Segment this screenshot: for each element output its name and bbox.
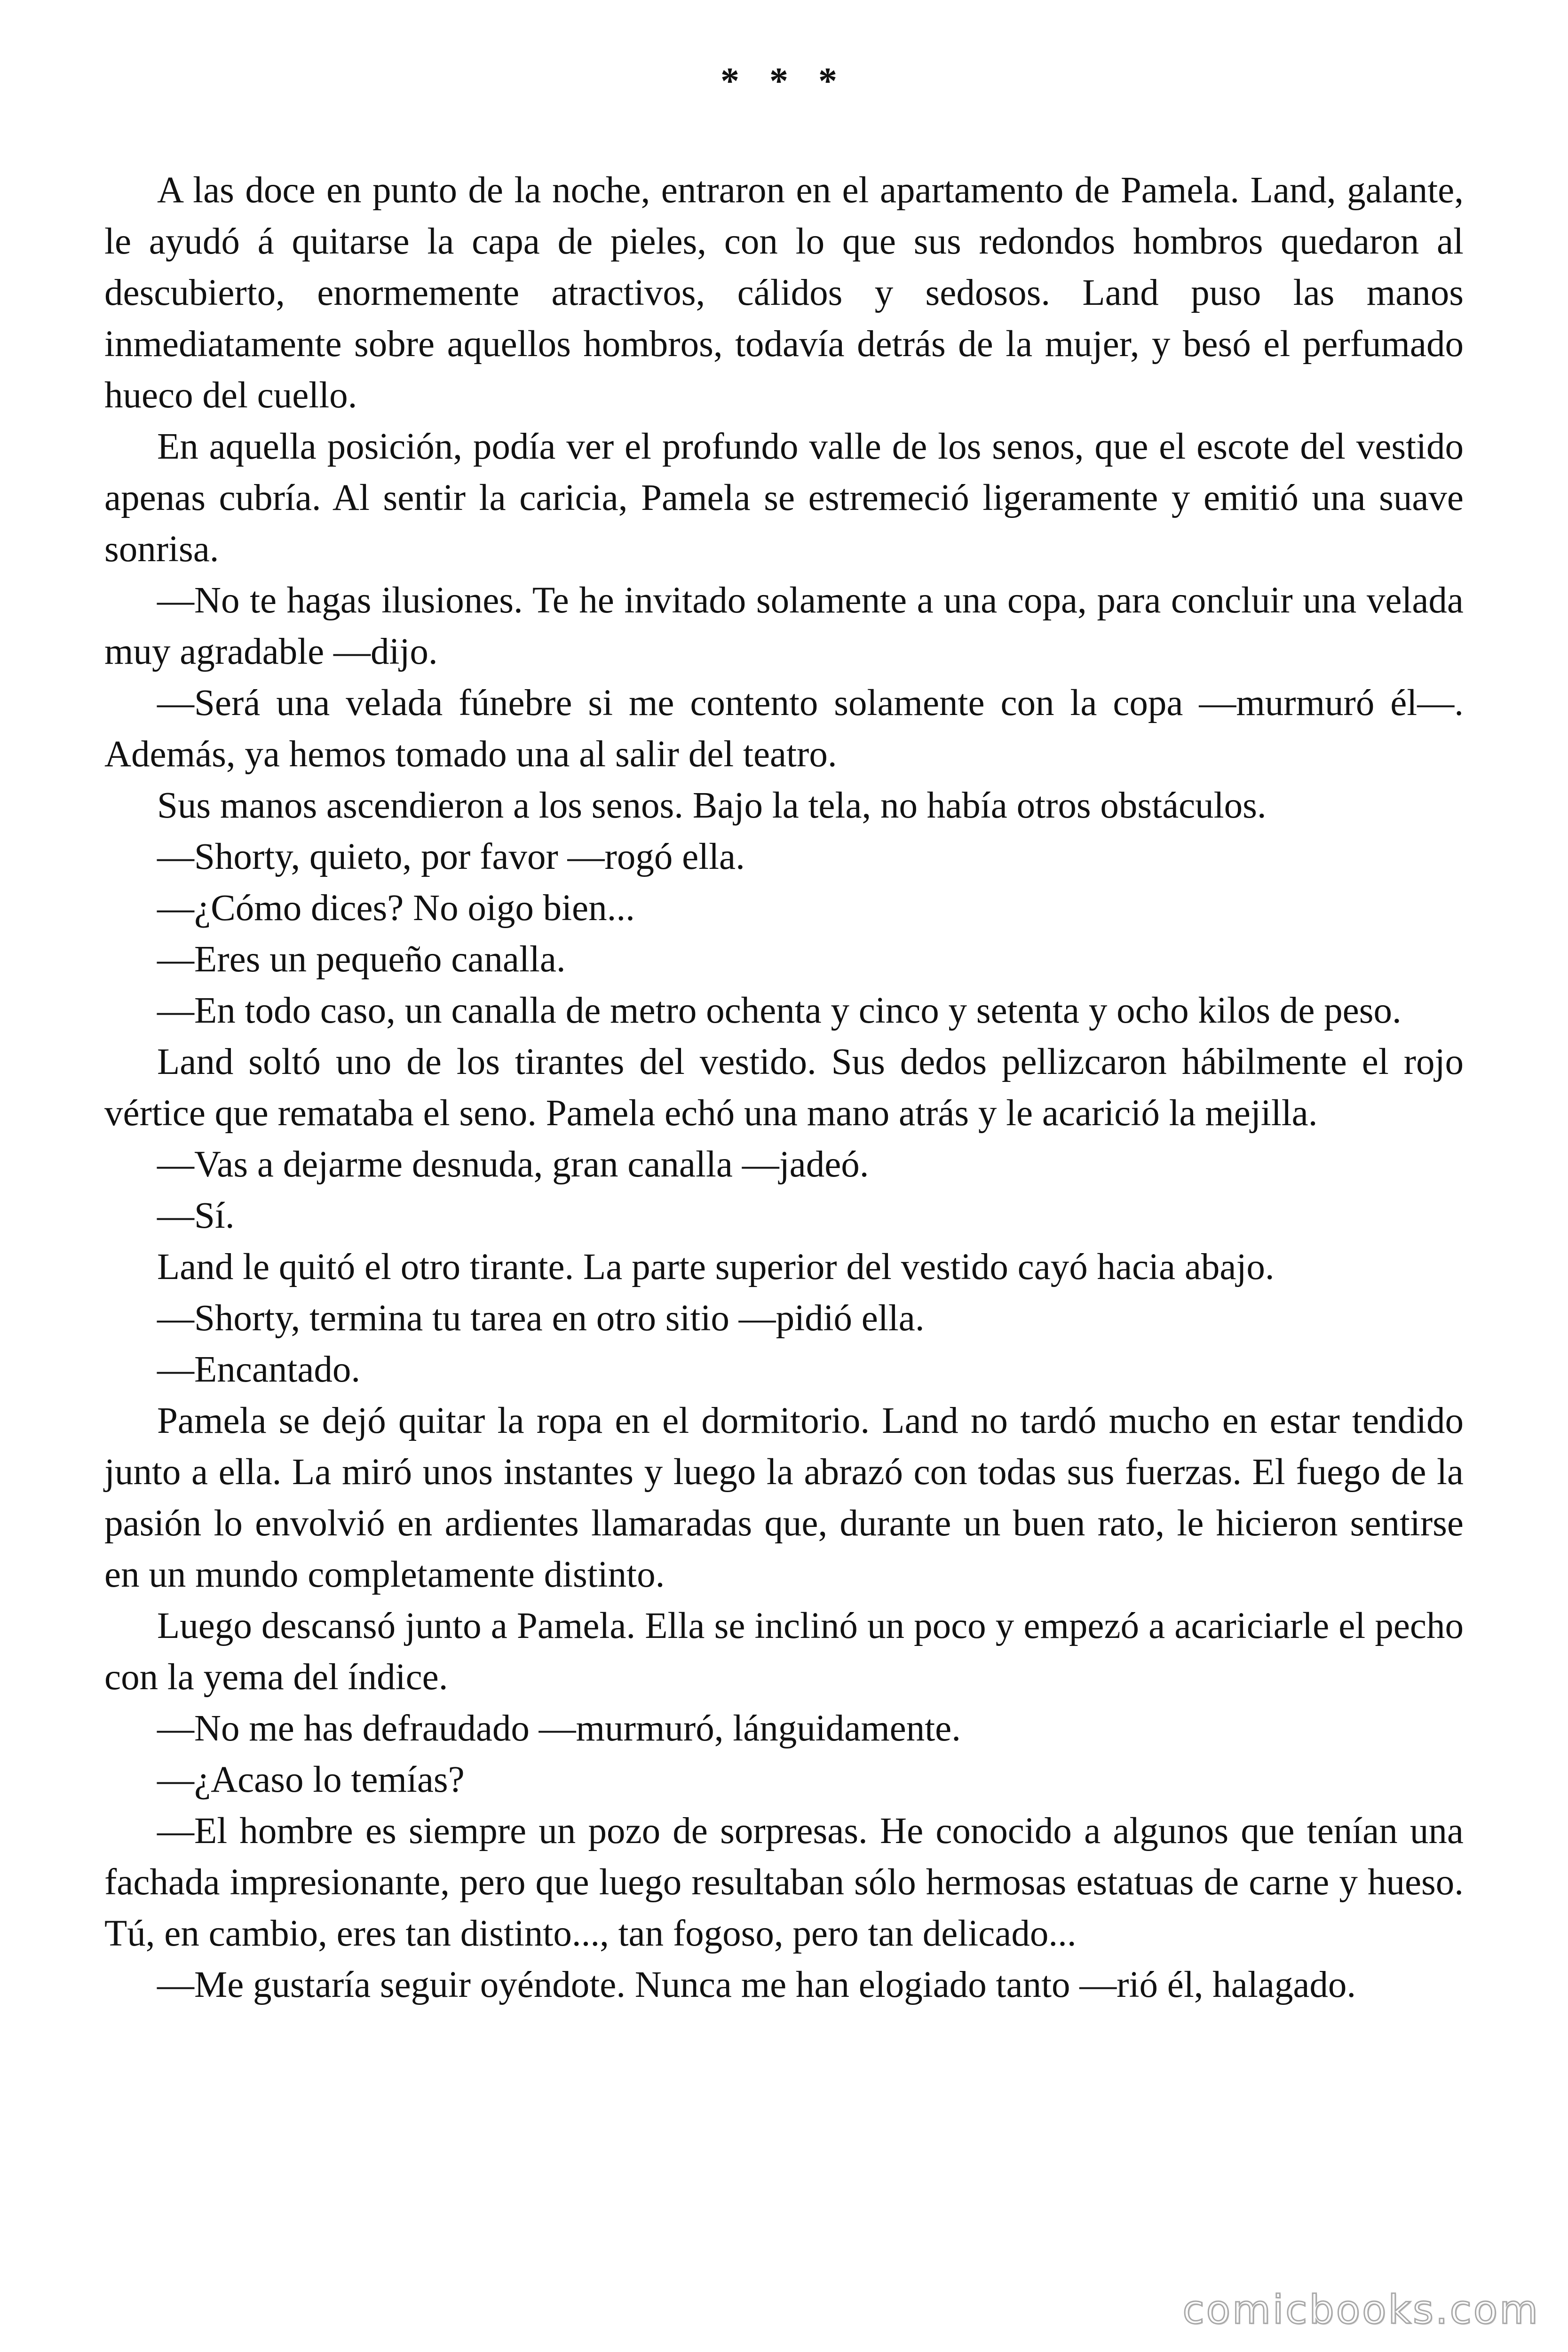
paragraph: —Será una velada fúnebre si me contento solamente con la copa —murmuró él—. Además, ya hemos tomado una al salir del teatro. [104,683,1464,775]
paragraph: —El hombre es siempre un pozo de sorpresas. He conocido a algunos que tenían una fachada impresionante, pero que luego resultaban sólo hermosas estatuas de carne y hueso. Tú, en cambio, eres tan distinto..., tan fogoso, pero tan delicado... [104,1811,1464,1954]
paragraph: Land soltó uno de los tirantes del vestido. Sus dedos pellizcaron hábilmente el rojo vértice que remataba el seno. Pamela echó una mano atrás y le acarició la mejilla. [104,1041,1464,1134]
paragraph: —Vas a dejarme desnuda, gran canalla —jadeó. [157,1144,869,1185]
paragraph: Luego descansó junto a Pamela. Ella se inclinó un poco y empezó a acariciarle el pecho con la yema del índice. [104,1605,1464,1698]
paragraph: —En todo caso, un canalla de metro ochenta y cinco y setenta y ocho kilos de peso. [157,990,1402,1031]
paragraph: En aquella posición, podía ver el profundo valle de los senos, que el escote del vestido apenas cubría. Al sentir la caricia, Pamela se estremeció ligeramente y emitió una suave sonrisa. [104,426,1464,570]
paragraph: —Me gustaría seguir oyéndote. Nunca me han elogiado tanto —rió él, halagado. [157,1964,1356,2005]
paragraph: A las doce en punto de la noche, entraron en el apartamento de Pamela. Land, galante, le ayudó á quitarse la capa de pieles, con lo que sus redondos hombros quedaron al descubierto, enormemente atractivos, cálidos y sedosos. Land puso las manos inmediatamente sobre aquellos hombros, todavía detrás de la mujer, y besó el perfumado hueco del cuello. [104,170,1464,416]
paragraph: Land le quitó el otro tirante. La parte superior del vestido cayó hacia abajo. [157,1247,1275,1287]
scene-separator: * * * [721,61,847,102]
paragraph: —No me has defraudado —murmuró, lánguidamente. [157,1708,961,1749]
paragraph: —¿Cómo dices? No oigo bien... [157,888,635,929]
paragraph: —Eres un pequeño canalla. [157,939,566,980]
watermark: comicbooks.com [1182,2287,1540,2333]
paragraph: —Encantado. [157,1349,361,1390]
paragraph: —Sí. [157,1195,235,1236]
paragraph: —¿Acaso lo temías? [157,1759,465,1800]
paragraph: Sus manos ascendieron a los senos. Bajo la tela, no había otros obstáculos. [157,785,1267,826]
paragraph: —No te hagas ilusiones. Te he invitado solamente a una copa, para concluir una velada muy agradable —dijo. [104,580,1464,672]
paragraph: —Shorty, quieto, por favor —rogó ella. [157,836,745,877]
text-body [104,165,1464,2010]
paragraph: —Shorty, termina tu tarea en otro sitio —pidió ella. [157,1298,925,1339]
paragraph: Pamela se dejó quitar la ropa en el dormitorio. Land no tardó mucho en estar tendido junto a ella. La miró unos instantes y luego la abrazó con todas sus fuerzas. El fuego de la pasión lo envolvió en ardientes llamaradas que, durante un buen rato, le hicieron sentirse en un mundo completamente distinto. [104,1400,1464,1595]
